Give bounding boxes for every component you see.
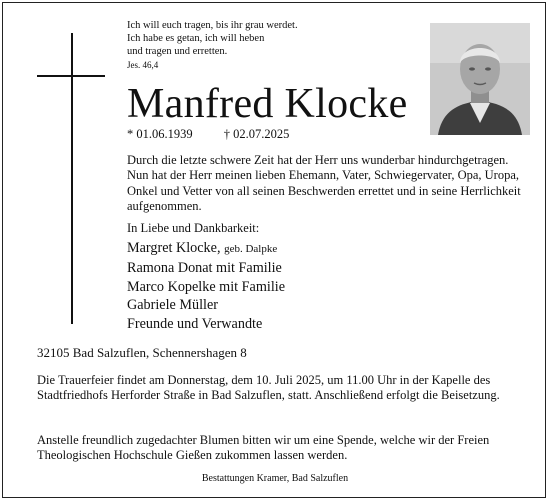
mourner-item	[127, 278, 285, 297]
obituary-notice	[2, 2, 546, 498]
mourner-item	[127, 296, 285, 315]
mourner-item	[127, 239, 285, 259]
obituary-message: Durch die letzte schwere Zeit hat der Herr uns wunderbar hindurchgetragen. Nun hat der Herr meinen lieben Ehemann, Vater, Schwiegervater, Opa, Uropa, Onkel und Vetter von all seinen Beschwerden errettet und in seine Herrlichkeit aufgenommen.	[127, 153, 521, 214]
bible-verse	[127, 19, 298, 72]
verse-line: und tragen und erretten.	[127, 46, 228, 58]
verse-line: Ich habe es getan, ich will heben	[127, 33, 265, 45]
verse-line: Ich will euch tragen, bis ihr grau werdet.	[127, 20, 298, 31]
mourner-name: Gabriele Müller	[127, 297, 218, 314]
mourner-item	[127, 315, 285, 334]
mourner-suffix: geb. Dalpke	[224, 243, 278, 255]
deceased-name: Manfred Klocke	[127, 81, 408, 127]
life-dates	[127, 127, 289, 142]
mourners-list	[127, 239, 285, 334]
birth-date: * 01.06.1939	[127, 127, 193, 141]
mourner-name: Freunde und Verwandte	[127, 316, 263, 333]
funeral-ceremony-info: Die Trauerfeier findet am Donnerstag, dem 10. Juli 2025, um 11.00 Uhr in der Kapelle des Stadtfriedhofs Herforder Straße in Bad Salzuflen, statt. Anschließend erfolgt die Beisetzung.	[37, 373, 500, 403]
mourner-name: Margret Klocke,	[127, 240, 221, 256]
mourners-intro: In Liebe und Dankbarkeit:	[127, 221, 260, 235]
donation-request: Anstelle freundlich zugedachter Blumen bitten wir um eine Spende, welche wir der Freien Theologischen Hochschule Gießen zukommen lassen werden.	[37, 433, 490, 463]
undertaker-credit: Bestattungen Kramer, Bad Salzuflen	[201, 473, 349, 484]
family-address: 32105 Bad Salzuflen, Schennershagen 8	[37, 345, 247, 360]
portrait-photo	[430, 23, 530, 135]
verse-reference: Jes. 46,4	[127, 59, 159, 70]
mourner-item	[127, 259, 285, 278]
mourner-name: Marco Kopelke mit Familie	[127, 278, 285, 295]
death-date: † 02.07.2025	[223, 127, 290, 141]
mourner-name: Ramona Donat mit Familie	[127, 259, 282, 276]
